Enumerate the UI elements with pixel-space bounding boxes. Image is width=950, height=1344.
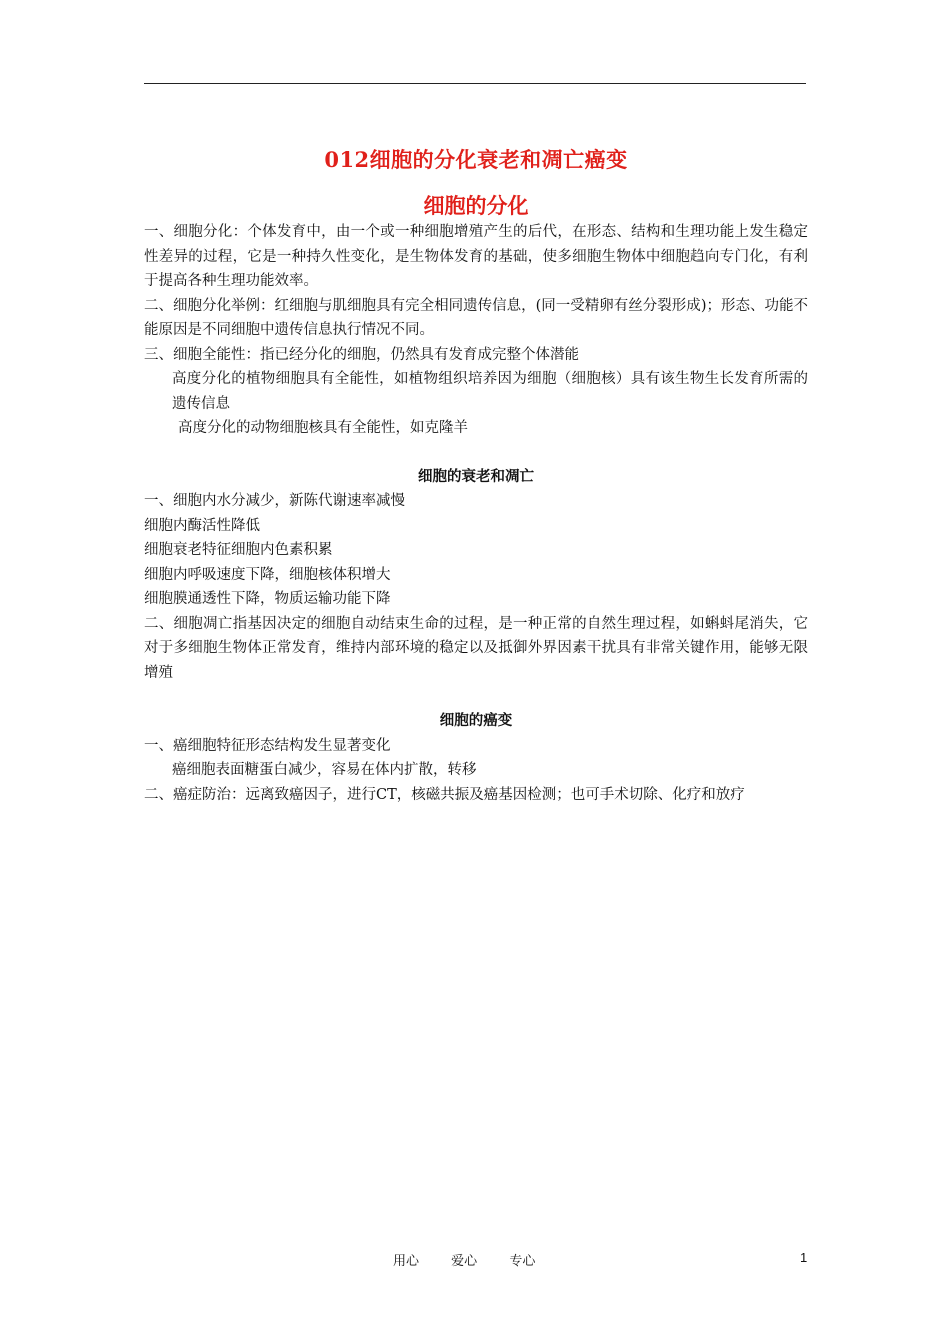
paragraph: 一、癌细胞特征形态结构发生显著变化: [144, 737, 391, 754]
footer-motto-item: 用心: [393, 1254, 420, 1269]
header-rule: [144, 83, 806, 84]
section-heading-differentiation: 细胞的分化: [423, 193, 529, 218]
paragraph: 癌细胞表面糖蛋白减少，容易在体内扩散，转移: [172, 762, 477, 778]
page-number: 1: [800, 1250, 808, 1265]
paragraph: 细胞衰老特征细胞内色素积累: [144, 542, 333, 558]
paragraph: 二、细胞分化举例：红细胞与肌细胞具有完全相同遗传信息，(同一受精卵有丝分裂形成)；形态、功能不能原因是不同细胞中遗传信息执行情况不同。: [144, 297, 808, 338]
document-title: 012细胞的分化衰老和凋亡癌变: [324, 147, 628, 172]
paragraph: 细胞内酶活性降低: [144, 517, 260, 534]
paragraph: 一、细胞内水分减少，新陈代谢速率减慢: [144, 493, 405, 509]
paragraph: 三、细胞全能性：指已经分化的细胞，仍然具有发育成完整个体潜能: [144, 346, 579, 363]
footer-motto-item: 爱心: [451, 1254, 478, 1269]
paragraph: 二、细胞凋亡指基因决定的细胞自动结束生命的过程，是一种正常的自然生理过程，如蝌蚪尾消失，它对于多细胞生物体正常发育，维持内部环境的稳定以及抵御外界因素干扰具有非常关键作用，能够无限增殖: [144, 615, 808, 681]
paragraph: 二、癌症防治：远离致癌因子，进行CT，核磁共振及癌基因检测；也可手术切除、化疗和放疗: [144, 786, 745, 803]
paragraph: 高度分化的植物细胞具有全能性，如植物组织培养因为细胞（细胞核）具有该生物生长发育所需的遗传信息: [172, 371, 808, 412]
section-heading-cancer: 细胞的癌变: [439, 712, 513, 729]
paragraph: 高度分化的动物细胞核具有全能性，如克隆羊: [178, 420, 468, 436]
page-footer: [0, 1250, 950, 1270]
footer-motto: [393, 1250, 563, 1269]
section-heading-aging: 细胞的衰老和凋亡: [418, 467, 534, 485]
footer-motto-item: 专心: [509, 1254, 536, 1269]
paragraph: 细胞膜通透性下降，物质运输功能下降: [144, 591, 391, 607]
paragraph: 一、细胞分化：个体发育中，由一个或一种细胞增殖产生的后代，在形态、结构和生理功能上发生稳定性差异的过程，它是一种持久性变化，是生物体发育的基础，使多细胞生物体中细胞趋向专门化，有利于提高各种生理功能效率。: [144, 224, 808, 289]
spacer: [144, 441, 808, 465]
document-body: [144, 140, 808, 807]
spacer: [144, 685, 808, 709]
paragraph: 细胞内呼吸速度下降，细胞核体积增大: [144, 566, 391, 583]
